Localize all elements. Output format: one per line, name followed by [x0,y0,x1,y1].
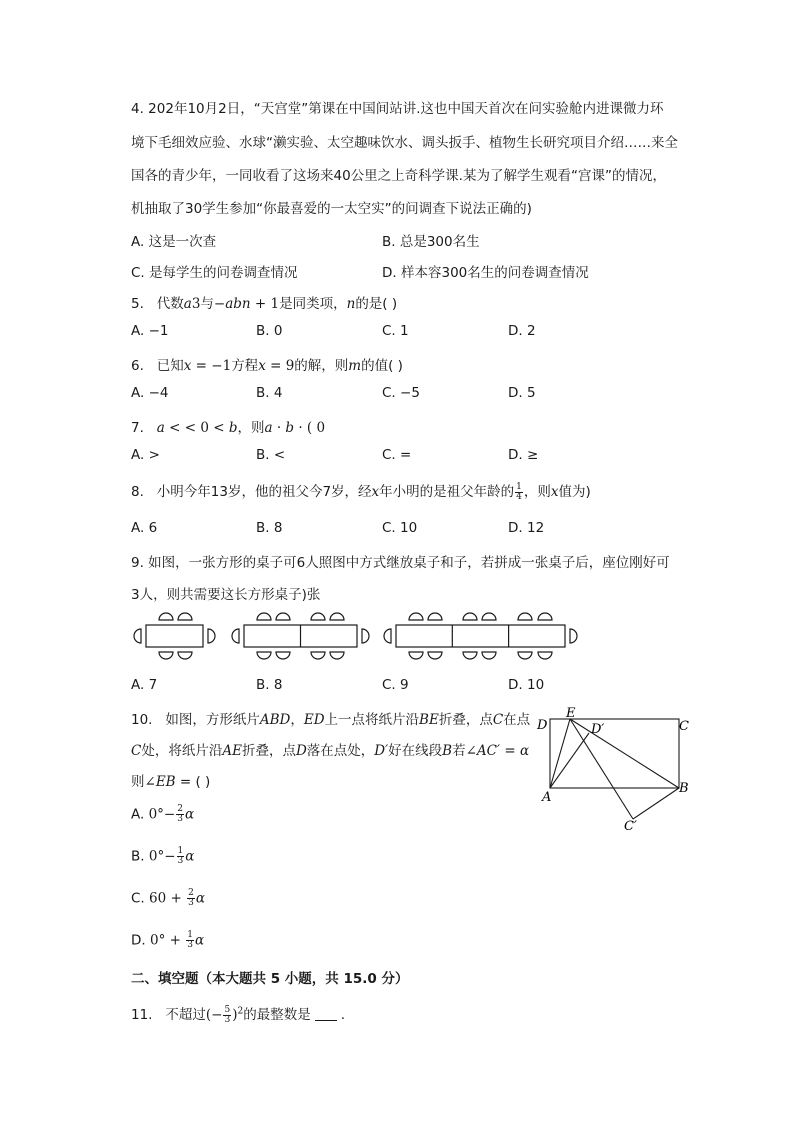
q6-option-d[interactable]: D. 5 [508,385,536,401]
table-arrangement-3 [384,613,577,659]
label-a: A [542,790,552,805]
q7-option-d[interactable]: D. ≥ [508,447,539,463]
label-b: B [679,781,689,796]
q5-option-c[interactable]: C. 1 [382,323,409,339]
q7-option-c[interactable]: C. = [382,447,412,463]
label-c-prime: C′ [624,819,637,834]
label-c: C [679,719,689,734]
q10-line-2: C处，将纸片沿AE折叠，点D落在点处，D′好在线段B若∠AC′ = α [131,743,530,759]
q4-line-2: 境下毛细效应验、水球“濑实验、太空趣味饮水、调头扳手、植物生长研究项目介绍……来全 [131,135,678,151]
q11-answer-blank[interactable] [315,1020,337,1021]
label-d: D [537,718,548,733]
q5-option-a[interactable]: A. −1 [131,323,169,339]
q4-option-a[interactable]: A. 这是一次查 [131,234,217,250]
q9-option-d[interactable]: D. 10 [508,677,545,693]
q4-line-1: 4. 202年10月2日，“天宫堂”第课在中国间站讲.这也中国天首次在问实验舱内进课微力环 [131,101,664,117]
q4-option-b[interactable]: B. 总是300名生 [382,234,480,250]
q9-option-a[interactable]: A. 7 [131,677,158,693]
q7-option-a[interactable]: A. > [131,447,160,463]
table-arrangement-2 [232,613,369,659]
q6-stem: 6. 已知x = −1方程x = 9的解，则m的值( ) [131,358,403,374]
q9-option-b[interactable]: B. 8 [256,677,283,693]
q5-option-d[interactable]: D. 2 [508,323,536,339]
q4-line-4: 机抽取了30学生参加“你最喜爱的一太空实”的问调查下说法正确的) [131,201,532,217]
label-e: E [566,706,576,721]
q8-option-b[interactable]: B. 8 [256,520,283,536]
q7-stem: 7. a < < 0 < b，则a · b · ( 0 [131,420,326,436]
q5-option-b[interactable]: B. 0 [256,323,283,339]
q8-fraction: $\frac{1}{4}$ [516,481,522,502]
q10-option-d[interactable]: D. 0° + $\frac{1}{3}$ α [131,930,205,950]
q6-option-c[interactable]: C. −5 [382,385,420,401]
q9-option-c[interactable]: C. 9 [382,677,409,693]
q8-option-c[interactable]: C. 10 [382,520,418,536]
q4-option-c[interactable]: C. 是每学生的问卷调查情况 [131,265,298,281]
q10-line-1: 10. 如图，方形纸片ABD，ED上一点将纸片沿BE折叠，点C在点 [131,712,531,728]
q10-option-b[interactable]: B. 0°− $\frac{1}{3}$ α [131,846,195,866]
q5-stem: 5. 代数a3与−abn + 1是同类项，n的是( ) [131,296,398,312]
q10-option-a[interactable]: A. 0°− $\frac{2}{3}$ α [131,804,195,824]
q8-option-a[interactable]: A. 6 [131,520,158,536]
q9-line-2: 3人，则共需要这长方形桌子)张 [131,587,321,603]
q8-option-d[interactable]: D. 12 [508,520,545,536]
q9-table-figure [128,608,584,664]
q6-option-a[interactable]: A. −4 [131,385,169,401]
q7-option-b[interactable]: B. < [256,447,286,463]
section-2-heading: 二、填空题（本大题共 5 小题，共 15.0 分） [131,971,409,987]
label-d-prime: D′ [591,722,605,737]
q4-option-d[interactable]: D. 样本容300名生的问卷调查情况 [382,265,589,281]
table-arrangement-1 [134,613,215,659]
q10-line-3: 则∠EB = ( ) [131,774,211,790]
q4-line-3: 国各的青少年，一同收看了这场来40公里之上奇科学课.某为了解学生观看“宫课”的情况， [131,168,666,184]
q10-option-c[interactable]: C. 60 + $\frac{2}{3}$ α [131,888,205,908]
q9-line-1: 9. 如图，一张方形的桌子可6人照图中方式继放桌子和子，若拼成一张桌子后，座位刚好可 [131,555,670,571]
q11-stem: 11. 不超过(− $\frac{5}{3}$ )$^2$的最整数是 . [131,1004,345,1025]
q8-stem: 8. 小明今年13岁，他的祖父今7岁，经x年小明的是祖父年龄的 $\frac{1}{4}$ ，则x值为) [131,481,591,502]
q6-option-b[interactable]: B. 4 [256,385,283,401]
q10-fold-figure [532,706,698,834]
